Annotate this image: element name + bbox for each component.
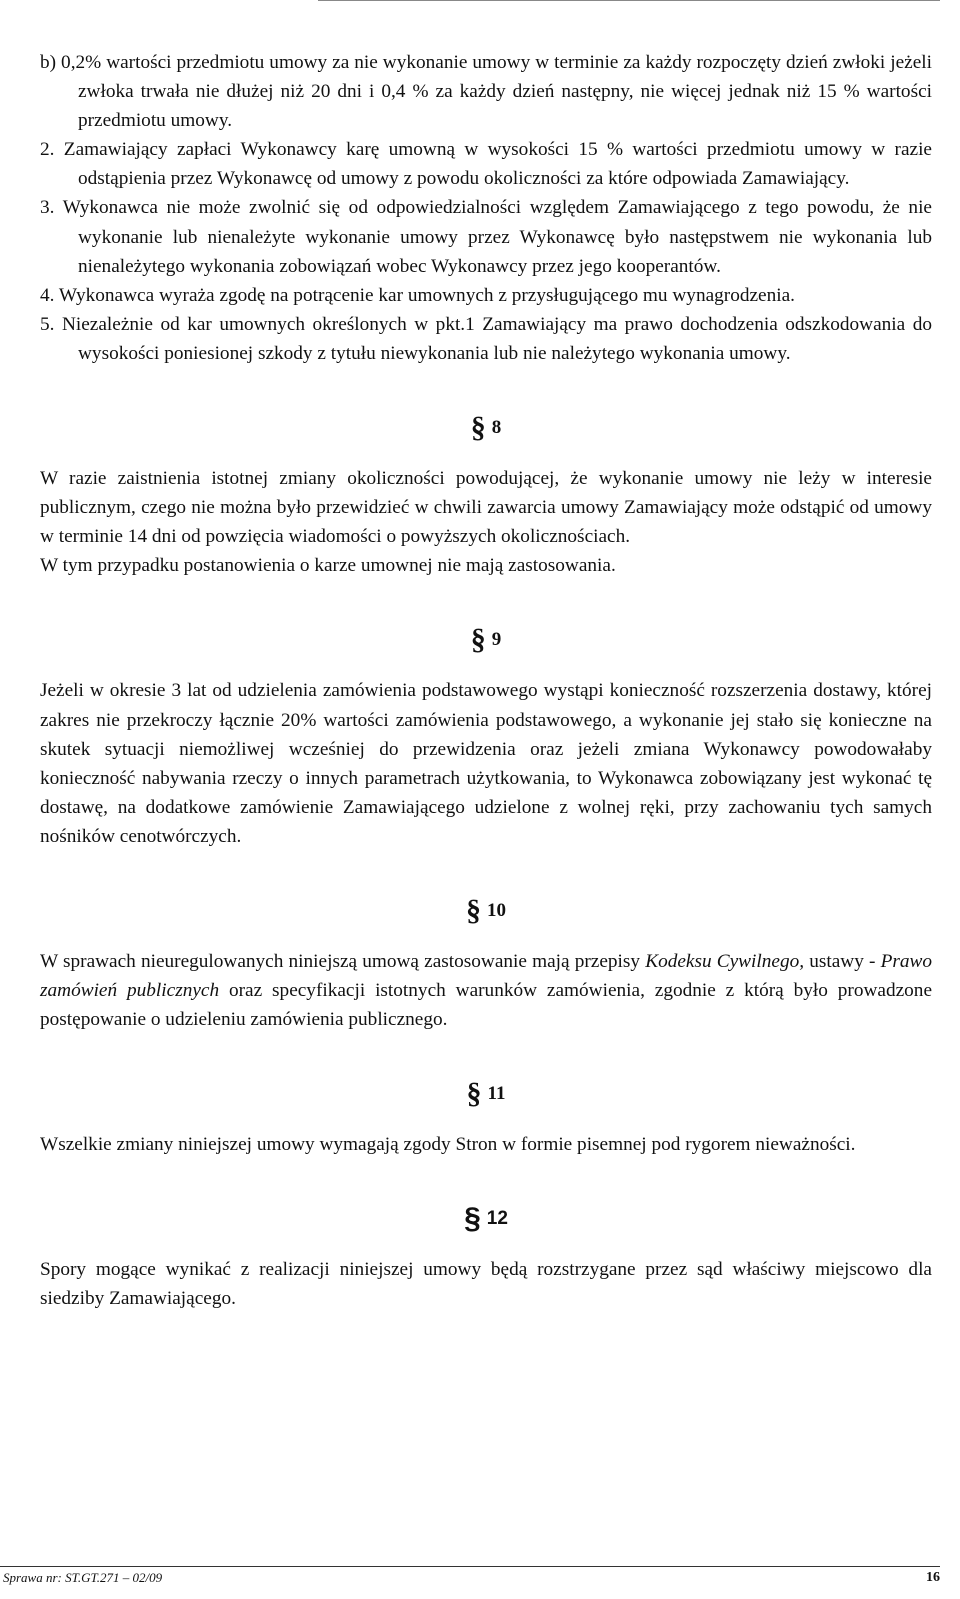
case-number: Sprawa nr: ST.GT.271 – 02/09 bbox=[3, 1570, 163, 1585]
footer-rule bbox=[0, 1566, 940, 1567]
section-12-text: Spory mogące wynikać z realizacji niniejszej umowy będą rozstrzygane przez sąd właściwy miejscowo dla siedziby Zamawiającego. bbox=[40, 1259, 932, 1310]
clause-3: 3. Wykonawca nie może zwolnić się od odpowiedzialności względem Zamawiającego z tego powodu, że nie wykonanie lub nienależyte wykonanie umowy przez Wykonawcę było następstwem nie wykonania lub nienależytego wykonania zobowiązań wobec Wykonawcy przez jego kooperantów. bbox=[40, 197, 932, 277]
section-11-text: Wszelkie zmiany niniejszej umowy wymagają zgody Stron w formie pisemnej pod rygorem nieważności. bbox=[40, 1134, 856, 1156]
section-10-heading bbox=[40, 875, 932, 947]
paragraph-sign-icon: § bbox=[464, 1202, 481, 1236]
section-8-heading bbox=[40, 392, 932, 464]
italic-pzp: Prawo zamówień publicznych bbox=[40, 950, 933, 1002]
text-run: oraz specyfikacji istotnych warunków zamówienia, zgodnie z którą było prowadzone postępowanie o udzieleniu zamówienia publicznego. bbox=[40, 980, 932, 1031]
section-number: 11 bbox=[487, 1083, 506, 1105]
section-9-text: Jeżeli w okresie 3 lat od udzielenia zamówienia podstawowego wystąpi konieczność rozszerzenia dostawy, której zakres nie przekroczy łącznie 20% wartości zamówienia podstawowego, a wykonanie jej stało się konieczne na skutek sytuacji niemożliwej wcześniej do przewidzenia oraz jeżeli zmiana Wykonawcy powodowałaby konieczność nabywania rzeczy o innych parametrach użytkowania, to Wykonawca zobowiązany jest wykonać tę dostawę, na dodatkowe zamówienie Zamawiającego udzielone z wolnej ręki, przy zachowaniu tych samych nośników cenotwórczych. bbox=[40, 680, 932, 847]
section-9-heading bbox=[40, 604, 932, 676]
text-run: W sprawach nieuregulowanych niniejszą umową zastosowanie mają przepisy bbox=[40, 950, 646, 972]
section-8-text: W razie zaistnienia istotnej zmiany okoliczności powodującej, że wykonanie umowy nie leży w interesie publicznym, czego nie można było przewidzieć w chwili zawarcia umowy Zamawiający może odstąpić od umowy w terminie 14 dni od powzięcia wiadomości o powyższych okolicznościach. bbox=[40, 468, 932, 548]
text-run: ustawy - bbox=[804, 950, 881, 972]
document-body bbox=[40, 48, 932, 1314]
section-12-heading bbox=[40, 1183, 932, 1255]
clause-4: 4. Wykonawca wyraża zgodę na potrącenie kar umownych z przysługującego mu wynagrodzenia. bbox=[40, 284, 795, 306]
top-rule bbox=[318, 0, 940, 1]
italic-kodeks: Kodeksu Cywilnego, bbox=[645, 950, 805, 972]
section-number: 8 bbox=[491, 417, 502, 439]
clause-5: 5. Niezależnie od kar umownych określonych w pkt.1 Zamawiający ma prawo dochodzenia odszkodowania do wysokości poniesionej szkody z tytułu niewykonania lub nie należytego wykonania umowy. bbox=[40, 313, 932, 364]
paragraph-sign-icon: § bbox=[466, 893, 481, 927]
section-number: 9 bbox=[491, 629, 502, 651]
paragraph-sign-icon: § bbox=[466, 1077, 482, 1111]
page-number: 16 bbox=[926, 1570, 940, 1585]
section-8-text-2: W tym przypadku postanowienia o karze umownej nie mają zastosowania. bbox=[40, 555, 616, 577]
paragraph-sign-icon: § bbox=[470, 411, 486, 445]
section-number: 10 bbox=[487, 899, 506, 921]
clause-b: b) 0,2% wartości przedmiotu umowy za nie wykonanie umowy w terminie za każdy rozpoczęty dzień zwłoki jeżeli zwłoka trwała nie dłużej niż 20 dni i 0,4 % za każdy dzień następny, nie więcej jednak niż 15 % wartości przedmiotu umowy. bbox=[40, 52, 932, 132]
clause-2: 2. Zamawiający zapłaci Wykonawcy karę umowną w wysokości 15 % wartości przedmiotu umowy w razie odstąpienia przez Wykonawcę od umowy z powodu okoliczności za które odpowiada Zamawiający. bbox=[40, 139, 932, 190]
section-10-text bbox=[40, 947, 932, 1034]
section-number: 12 bbox=[486, 1208, 508, 1230]
paragraph-sign-icon: § bbox=[470, 623, 486, 657]
section-11-heading bbox=[40, 1058, 932, 1130]
